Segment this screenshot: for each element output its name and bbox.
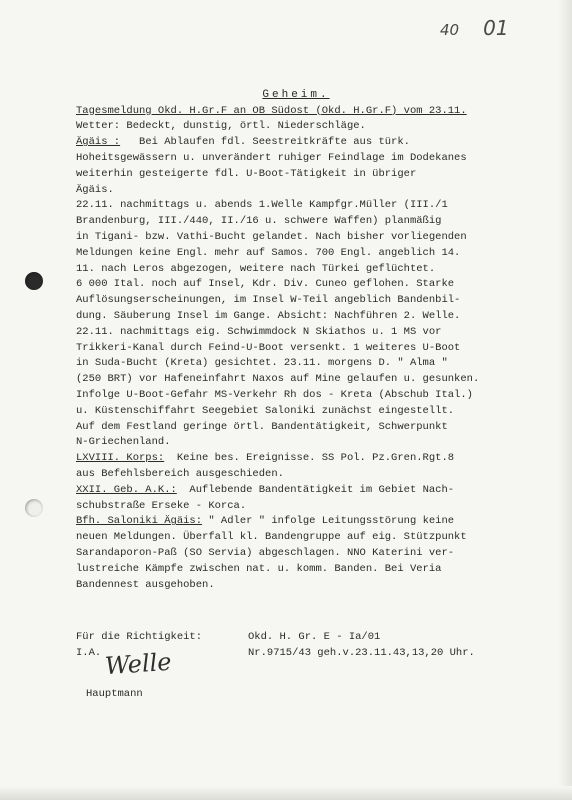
archive-number bbox=[440, 16, 509, 40]
aegaeis-line-17: u. Küstenschiffahrt Seegebiet Saloniki zunächst eingestellt. bbox=[76, 404, 455, 417]
handwritten-signature: Welle bbox=[104, 647, 173, 681]
aegaeis-line-18: Auf dem Festland geringe örtl. Bandentätigkeit, Schwerpunkt bbox=[76, 420, 448, 433]
aegaeis-line-0 bbox=[76, 135, 516, 151]
geb-line-0 bbox=[76, 483, 516, 499]
korps-label: LXVIII. Korps: bbox=[76, 452, 165, 465]
bfh-label: Bfh. Saloniki Ägäis: bbox=[76, 515, 203, 528]
aegaeis-line-14: in Suda-Bucht (Kreta) gesichtet. 23.11. morgens D. " Alma " bbox=[76, 357, 448, 370]
aegaeis-line-8: 11. nach Leros abgezogen, weitere nach Türkei geflüchtet. bbox=[76, 262, 436, 275]
footer-office bbox=[248, 630, 475, 662]
aegaeis-line-15: (250 BRT) vor Hafeneinfahrt Naxos auf Mine gelaufen u. gesunken. bbox=[76, 373, 480, 386]
aegaeis-line-4: 22.11. nachmittags u. abends 1.Welle Kampfgr.Müller (III./1 bbox=[76, 199, 448, 212]
aegaeis-line-16: Infolge U-Boot-Gefahr MS-Verkehr Rh dos - Kreta (Abschub Ital.) bbox=[76, 388, 473, 401]
aegaeis-line-3: Ägäis. bbox=[76, 183, 114, 196]
korps-text-0: Keine bes. Ereignisse. SS Pol. Pz.Gren.Rgt.8 bbox=[164, 452, 455, 465]
korps-line-0 bbox=[76, 451, 516, 467]
footer-office-line-1: Okd. H. Gr. E - Ia/01 bbox=[248, 631, 381, 643]
bfh-line-3: lustreiche Kämpfe zwischen nat. u. komm. Banden. Bei Veria bbox=[76, 562, 442, 575]
paper-edge-right bbox=[558, 0, 572, 800]
bfh-text-0: " Adler " infolge Leitungsstörung keine bbox=[202, 515, 455, 528]
geb-label: XXII. Geb. A.K.: bbox=[76, 483, 177, 496]
aegaeis-line-19: N-Griechenland. bbox=[76, 436, 171, 449]
bfh-line-2: Sarandaporon-Paß (SO Servia) abgeschlagen. NNO Katerini ver- bbox=[76, 546, 455, 559]
aegaeis-line-10: Auflösungserscheinungen, im Insel W-Teil angeblich Bandenbil- bbox=[76, 294, 461, 307]
report-body bbox=[76, 72, 516, 593]
aegaeis-line-2: weiterhin gesteigerte fdl. U-Boot-Tätigkeit in übriger bbox=[76, 167, 417, 180]
aegaeis-line-7: Meldungen keine Engl. mehr auf Samos. 700 Engl. angeblich 14. bbox=[76, 246, 461, 259]
aegaeis-line-5: Brandenburg, III./440, II./16 u. schwere Waffen) planmäßig bbox=[76, 215, 442, 228]
aegaeis-label: Ägäis : bbox=[76, 136, 121, 149]
punch-hole-top bbox=[25, 272, 43, 290]
footer-certification: Für die Richtigkeit: bbox=[76, 631, 203, 643]
signatory-rank: Hauptmann bbox=[86, 688, 143, 700]
footer-ia: I.A. bbox=[76, 646, 102, 659]
punch-hole-bottom bbox=[25, 499, 43, 517]
heading: Geheim. bbox=[262, 88, 330, 101]
archive-number-right: 01 bbox=[483, 16, 509, 40]
korps-line-1: aus Befehlsbereich ausgeschieden. bbox=[76, 467, 284, 480]
aegaeis-line-6: in Tigani- bzw. Vathi-Bucht gelandet. Nach bisher vorliegenden bbox=[76, 230, 467, 243]
aegaeis-line-12: 22.11. nachmittags eig. Schwimmdock N Skiathos u. 1 MS vor bbox=[76, 325, 442, 338]
aegaeis-line-1: Hoheitsgewässern u. unverändert ruhiger Feindlage im Dodekanes bbox=[76, 151, 467, 164]
aegaeis-line-13: Trikkeri-Kanal durch Feind-U-Boot versenkt. 1 weiteres U-Boot bbox=[76, 341, 461, 354]
footer-office-line-2: Nr.9715/43 geh.v.23.11.43,13,20 Uhr. bbox=[248, 646, 475, 659]
bfh-line-0 bbox=[76, 514, 516, 530]
archive-number-left: 40 bbox=[440, 21, 460, 39]
bfh-line-4: Bandennest ausgehoben. bbox=[76, 578, 215, 591]
aegaeis-line-11: dung. Säuberung Insel im Gange. Absicht: Nachführen 2. Welle. bbox=[76, 309, 461, 322]
aegaeis-line-9: 6 000 Ital. noch auf Insel, Kdr. Div. Cuneo geflohen. Starke bbox=[76, 278, 455, 291]
weather-line: Wetter: Bedeckt, dunstig, örtl. Niederschläge. bbox=[76, 120, 366, 133]
paper-edge-bottom bbox=[0, 786, 572, 800]
aegaeis-text-0: Bei Ablaufen fdl. Seestreitkräfte aus türk. bbox=[120, 136, 410, 149]
geb-text-0: Auflebende Bandentätigkeit im Gebiet Nach- bbox=[176, 483, 455, 496]
geb-line-1: schubstraße Erseke - Korca. bbox=[76, 499, 247, 512]
bfh-line-1: neuen Meldungen. Überfall kl. Bandengruppe auf eig. Stützpunkt bbox=[76, 531, 467, 544]
report-title: Tagesmeldung Okd. H.Gr.F an OB Südost (Okd. H.Gr.F) vom 23.11. bbox=[76, 104, 467, 117]
